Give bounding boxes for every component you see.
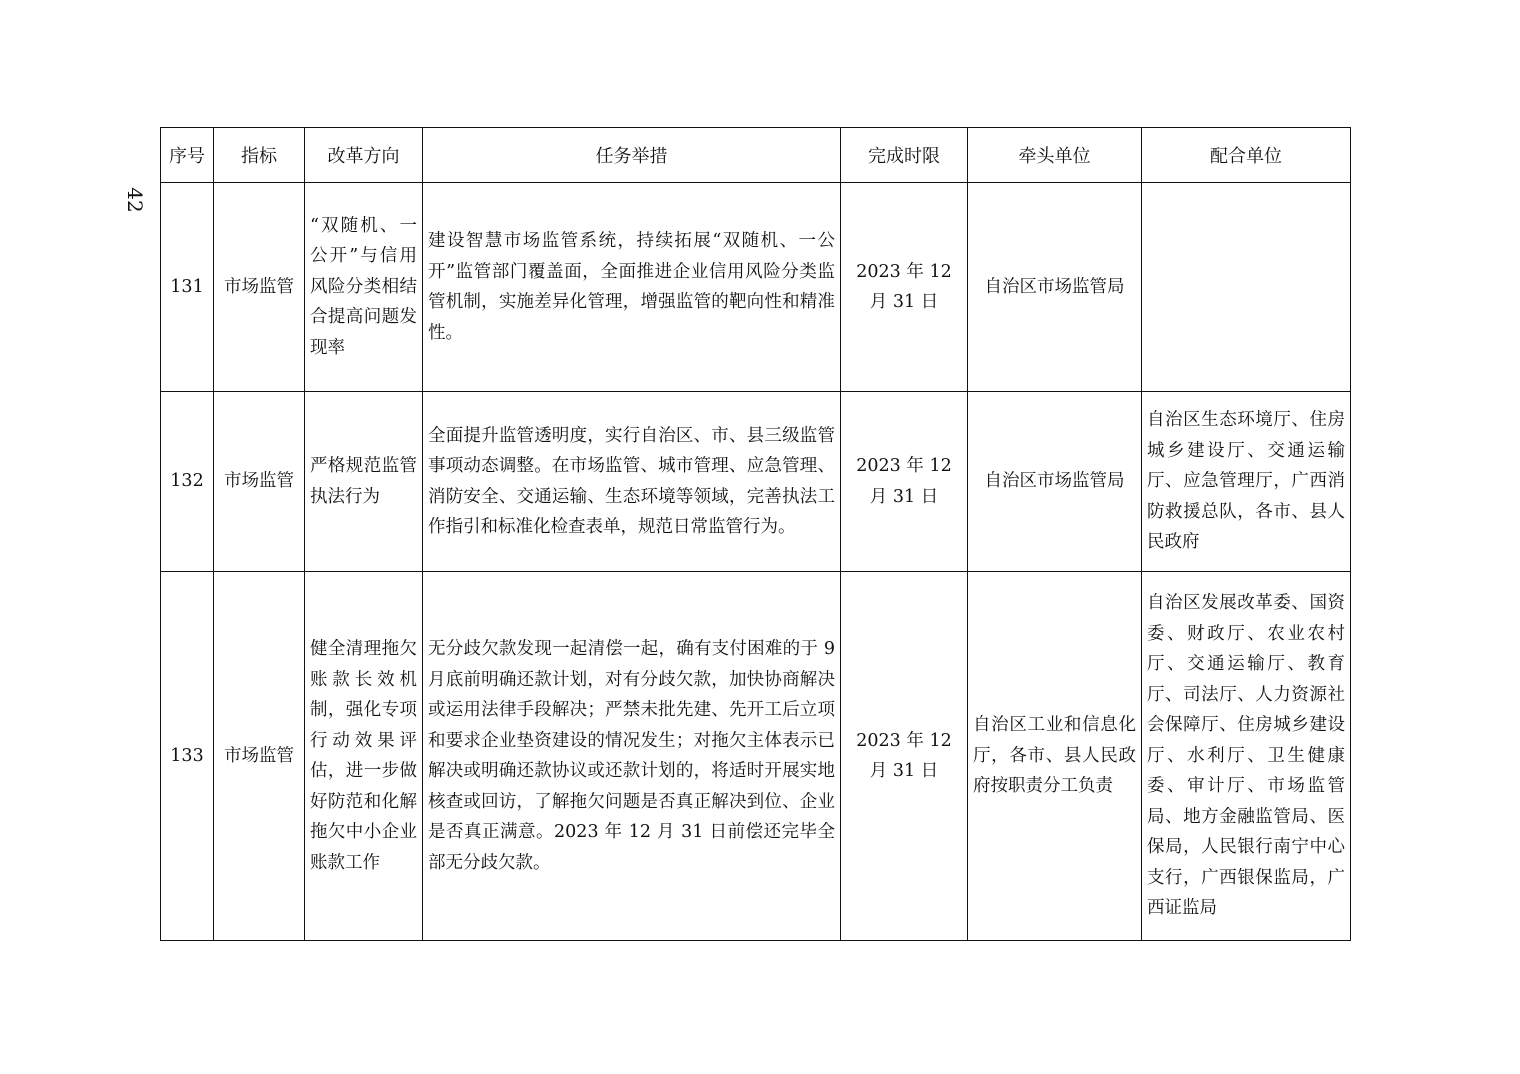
cell-indicator: 市场监管: [214, 572, 305, 941]
header-direction: 改革方向: [305, 128, 423, 183]
header-cooperate: 配合单位: [1142, 128, 1351, 183]
cell-no: 131: [161, 183, 214, 392]
cell-lead: 自治区工业和信息化厅，各市、县人民政府按职责分工负责: [968, 572, 1142, 941]
cell-no: 133: [161, 572, 214, 941]
header-deadline: 完成时限: [841, 128, 968, 183]
header-no: 序号: [161, 128, 214, 183]
cell-cooperate: 自治区发展改革委、国资委、财政厅、农业农村厅、交通运输厅、教育厅、司法厅、人力资源社会保障厅、住房城乡建设厅、水利厅、卫生健康委、审计厅、市场监管局、地方金融监管局、医保局，人民银行南宁中心支行，广西银保监局，广西证监局: [1142, 572, 1351, 941]
page-number-text: 42: [123, 187, 147, 213]
header-lead: 牵头单位: [968, 128, 1142, 183]
cell-measures: 建设智慧市场监管系统，持续拓展“双随机、一公开”监管部门覆盖面，全面推进企业信用风险分类监管机制，实施差异化管理，增强监管的靶向性和精准性。: [423, 183, 841, 392]
header-indicator: 指标: [214, 128, 305, 183]
cell-measures: 全面提升监管透明度，实行自治区、市、县三级监管事项动态调整。在市场监管、城市管理、应急管理、消防安全、交通运输、生态环境等领域，完善执法工作指引和标准化检查表单，规范日常监管行为。: [423, 392, 841, 572]
table-row: [161, 392, 1351, 572]
cell-direction: 健全清理拖欠账款长效机制，强化专项行动效果评估，进一步做好防范和化解拖欠中小企业账款工作: [305, 572, 423, 941]
reform-task-table: [160, 127, 1351, 941]
cell-deadline: 2023 年 12 月 31 日: [841, 572, 968, 941]
cell-lead: 自治区市场监管局: [968, 392, 1142, 572]
cell-direction: “双随机、一公开”与信用风险分类相结合提高问题发现率: [305, 183, 423, 392]
cell-indicator: 市场监管: [214, 183, 305, 392]
cell-direction: 严格规范监管执法行为: [305, 392, 423, 572]
header-measures: 任务举措: [423, 128, 841, 183]
table-header-row: [161, 128, 1351, 183]
cell-measures: 无分歧欠款发现一起清偿一起，确有支付困难的于 9 月底前明确还款计划，对有分歧欠款，加快协商解决或运用法律手段解决；严禁未批先建、先开工后立项和要求企业垫资建设的情况发生；对拖欠主体表示已解决或明确还款协议或还款计划的，将适时开展实地核查或回访，了解拖欠问题是否真正解决到位、企业是否真正满意。2023 年 12 月 31 日前偿还完毕全部无分歧欠款。: [423, 572, 841, 941]
table-row: [161, 572, 1351, 941]
cell-indicator: 市场监管: [214, 392, 305, 572]
cell-cooperate: 自治区生态环境厅、住房城乡建设厅、交通运输厅、应急管理厅，广西消防救援总队，各市、县人民政府: [1142, 392, 1351, 572]
cell-deadline: 2023 年 12 月 31 日: [841, 392, 968, 572]
cell-no: 132: [161, 392, 214, 572]
cell-deadline: 2023 年 12 月 31 日: [841, 183, 968, 392]
table-row: [161, 183, 1351, 392]
cell-lead: 自治区市场监管局: [968, 183, 1142, 392]
cell-cooperate: [1142, 183, 1351, 392]
